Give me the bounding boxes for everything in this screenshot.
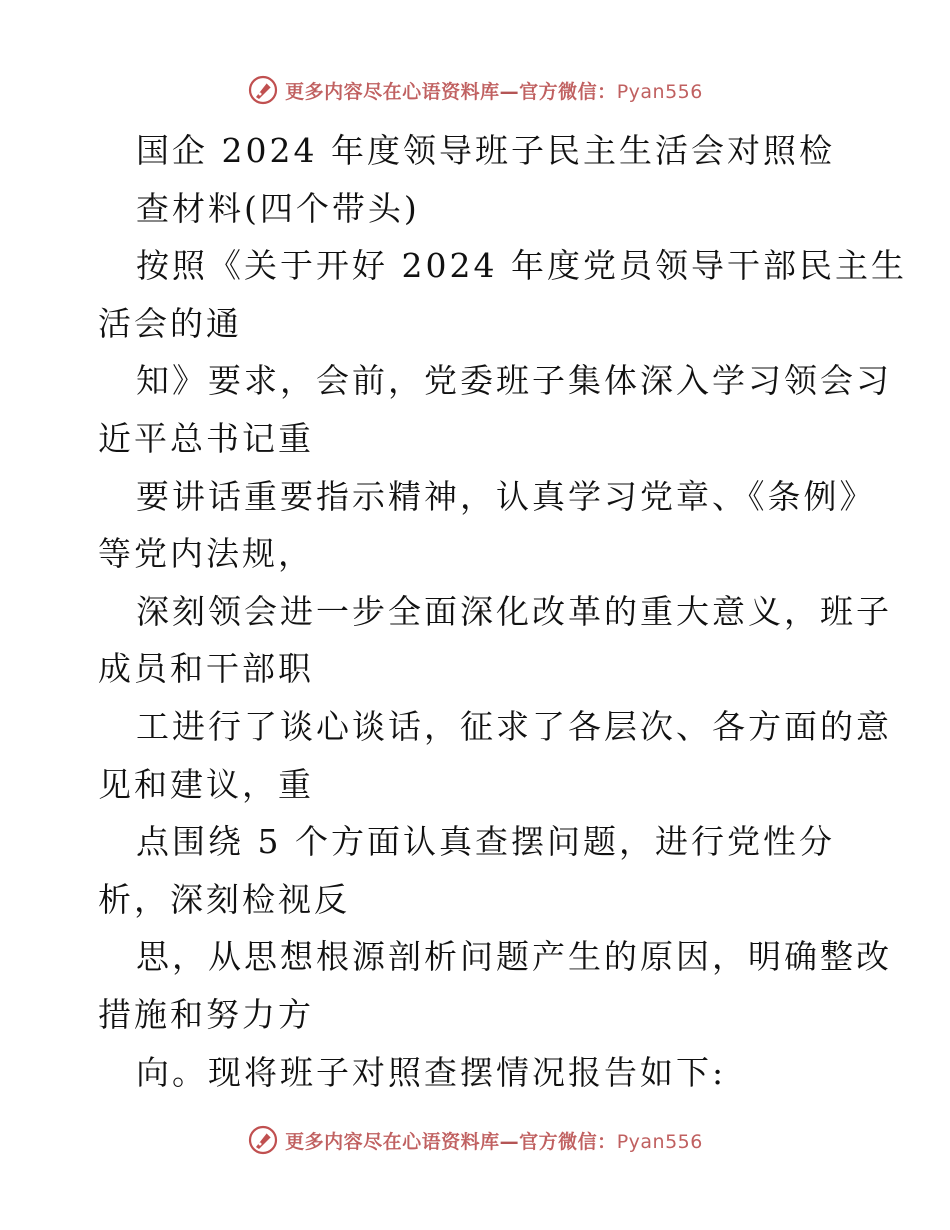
- paragraph-line: 措施和努力方: [98, 994, 314, 1034]
- pen-nib-circle-icon: [247, 74, 279, 106]
- paragraph-line: 要讲话重要指示精神，认真学习党章、《条例》: [136, 476, 876, 516]
- watermark-channel: 官方微信：: [519, 1130, 617, 1153]
- watermark-account: Pyan556: [616, 80, 703, 103]
- paragraph-line: 按照《关于开好 2024 年度党员领导干部民主生: [136, 246, 907, 286]
- pen-nib-circle-icon: [247, 1124, 279, 1156]
- paragraph-line: 析，深刻检视反: [98, 879, 350, 919]
- paragraph-line: 思，从思想根源剖析问题产生的原因，明确整改: [136, 937, 892, 977]
- paragraph-line: 见和建议，重: [98, 764, 314, 804]
- paragraph-line: 工进行了谈心谈话，征求了各层次、各方面的意: [136, 706, 892, 746]
- watermark-separator: —: [499, 80, 520, 103]
- paragraph-line: 活会的通: [98, 303, 242, 343]
- watermark-account: Pyan556: [616, 1130, 703, 1153]
- paragraph-line: 向。现将班子对照查摆情况报告如下:: [136, 1052, 727, 1092]
- watermark-text: [285, 1127, 703, 1154]
- paragraph-line: 成员和干部职: [98, 649, 314, 689]
- paragraph-line: 深刻领会进一步全面深化改革的重大意义，班子: [136, 591, 892, 631]
- document-body: [98, 122, 907, 1101]
- document-title-line-2: 查材料(四个带头): [136, 188, 420, 228]
- watermark-separator: —: [499, 1130, 520, 1153]
- paragraph-line: 点围绕 5 个方面认真查摆问题，进行党性分: [136, 822, 835, 862]
- watermark-channel: 官方微信：: [519, 80, 617, 103]
- document-title-line-1: 国企 2024 年度领导班子民主生活会对照检: [136, 131, 835, 170]
- paragraph-line: 等党内法规，: [98, 534, 314, 574]
- watermark-text: [285, 77, 703, 104]
- watermark-brand: 更多内容尽在心语资料库: [285, 1130, 500, 1153]
- watermark-brand: 更多内容尽在心语资料库: [285, 80, 500, 103]
- footer-watermark: [0, 1120, 950, 1160]
- paragraph-line: 知》要求，会前，党委班子集体深入学习领会习: [136, 361, 892, 401]
- paragraph-line: 近平总书记重: [98, 418, 314, 458]
- header-watermark: [0, 70, 950, 110]
